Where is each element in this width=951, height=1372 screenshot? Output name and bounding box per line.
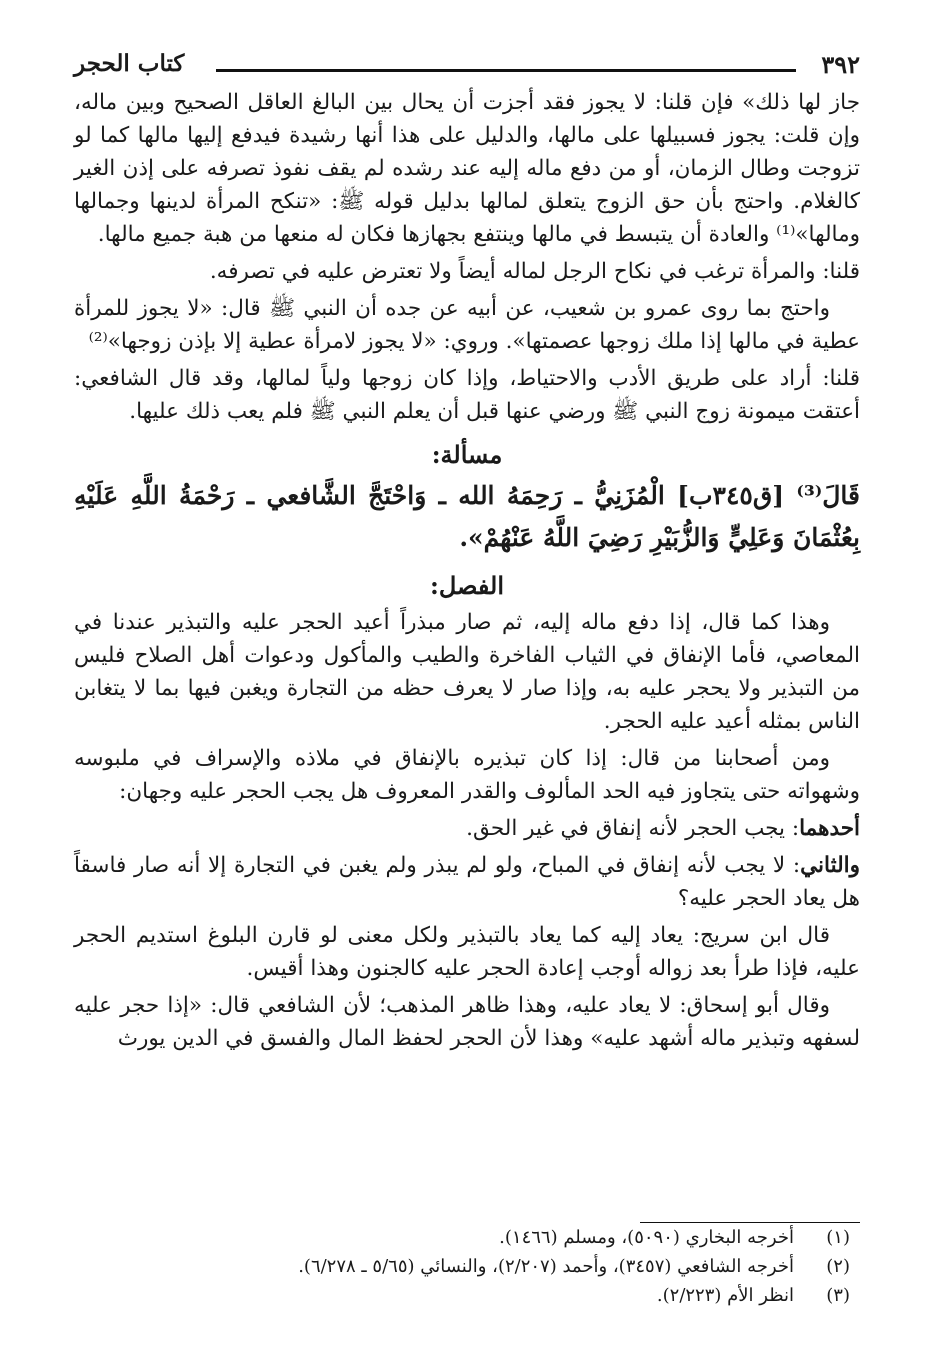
paragraph: جاز لها ذلك» فإن قلنا: لا يجوز فقد أجزت أن يحال بين البالغ العاقل الصحيح وبين ماله، وإن قلت: يجوز فسبيلها على مالها، والدليل على هذا أنها رشيدة فيدفع إليها مالها كما لو تزوجت وطال الزمان، أو من دفع ماله إليه عند رشده لم يقف نفوذ تصرفه على إذن الغير كالغلام. واحتج بأن حق الزوج يتعلق لمالها بدليل قوله ﷺ: «تنكح المرأة لدينها وجمالها ومالها»⁽¹⁾ والعادة أن يتبسط في مالها وينتفع بجهازها فكان له منعها من هبة جميع مالها. xyxy=(74,90,860,247)
header-rule xyxy=(216,69,796,72)
paragraph: وقال أبو إسحاق: لا يعاد عليه، وهذا ظاهر المذهب؛ لأن الشافعي قال: «إذا حجر عليه لسفهه وتبذير ماله أشهد عليه» وهذا لأن الحجر لحفظ المال والفسق في الدين يورث xyxy=(74,993,860,1051)
footnote xyxy=(74,1252,860,1281)
page-header xyxy=(74,42,860,86)
paragraph xyxy=(74,849,860,915)
paragraph-text: : لا يجب لأنه إنفاق في المباح، ولو لم يبذر ولم يغبن في التجارة إلا أنه صار فاسقاً هل يعاد الحجر عليه؟ xyxy=(74,853,860,911)
paragraph: قلنا: والمرأة ترغب في نكاح الرجل لماله أيضاً ولا تعترض عليه في تصرفه. xyxy=(209,259,860,284)
paragraph: قلنا: أراد على طريق الأدب والاحتياط، وإذا كان زوجها ولياً لمالها، وقد قال الشافعي: أعتقت ميمونة زوج النبي ﷺ ورضي عنها قبل أن يعلم النبي ﷺ فلم يعب ذلك عليها. xyxy=(74,366,860,424)
paragraph-text: : يجب الحجر لأنه إنفاق في غير الحق. xyxy=(466,816,800,841)
paragraph: قال ابن سريج: يعاد إليه كما يعاد بالتبذير ولكل معنى لو قارن البلوغ استديم الحجر عليه، فإذا طرأ بعد زواله أوجب إعادة الحجر عليه كالجنون وهذا أقيس. xyxy=(74,923,860,981)
footnote-text: انظر الأم (٢/٢٢٣). xyxy=(656,1285,794,1306)
footnote-number: (٣) xyxy=(826,1285,850,1306)
footnotes xyxy=(74,1222,860,1310)
main-text xyxy=(74,86,860,1055)
book-title: كتاب الحجر xyxy=(74,50,185,77)
paragraph: ومن أصحابنا من قال: إذا كان تبذيره بالإنفاق في ملاذه والإسراف في ملبوسه وشهواته حتى يتجاوز فيه الحد المألوف والقدر المعروف هل يجب الحجر عليه وجهان: xyxy=(74,746,860,804)
term-second: والثاني xyxy=(800,853,860,878)
paragraph: وهذا كما قال، إذا دفع ماله إليه، ثم صار مبذراً أعيد الحجر عليه والتبذير عندنا في المعاصي، فأما الإنفاق في الثياب الفاخرة والطيب والمأكول ودعوات أهل الصلاح فليس من التبذير ولا يحجر عليه به، وإذا صار لا يعرف حظه من التجارة ويغبن فيها بما لا يتغابن الناس بمثله أعيد عليه الحجر. xyxy=(74,610,860,734)
paragraph xyxy=(74,812,860,845)
footnote-text: أخرجه الشافعي (٣٤٥٧)، وأحمد (٢/٢٠٧)، والنسائي (٥/٦٥ ـ ٦/٢٧٨). xyxy=(298,1256,794,1277)
paragraph: واحتج بما روى عمرو بن شعيب، عن أبيه عن جده أن النبي ﷺ قال: «لا يجوز للمرأة عطية في مالها إذا ملك زوجها عصمتها». وروي: «لا يجوز لامرأة عطية إلا بإذن زوجها»⁽²⁾ xyxy=(74,296,860,354)
section-heading-fasl: الفصل: xyxy=(430,571,504,600)
page-number: ٣٩٢ xyxy=(821,50,860,79)
quoted-text: قَالَ⁽³⁾ [ق٣٤٥ب] الْمُزَنِيُّ ـ رَحِمَهُ الله ـ وَاحْتَجَّ الشَّافعي ـ رَحْمَةُ اللَّهِ عَلَيْهِ بِعُثْمَانَ وَعَلِيٍّ وَالزُّبَيْرِ رَضِيَ اللَّهُ عَنْهُمْ». xyxy=(74,481,860,552)
footnote-text: أخرجه البخاري (٥٠٩٠)، ومسلم (١٤٦٦). xyxy=(499,1227,794,1248)
section-heading-masala: مسألة: xyxy=(431,440,503,469)
footnote xyxy=(74,1223,860,1252)
footnote-number: (٢) xyxy=(826,1256,850,1277)
term-first: أحدهما xyxy=(799,816,860,841)
book-page xyxy=(74,42,860,1342)
footnote-number: (١) xyxy=(826,1227,850,1248)
footnote xyxy=(74,1281,860,1310)
